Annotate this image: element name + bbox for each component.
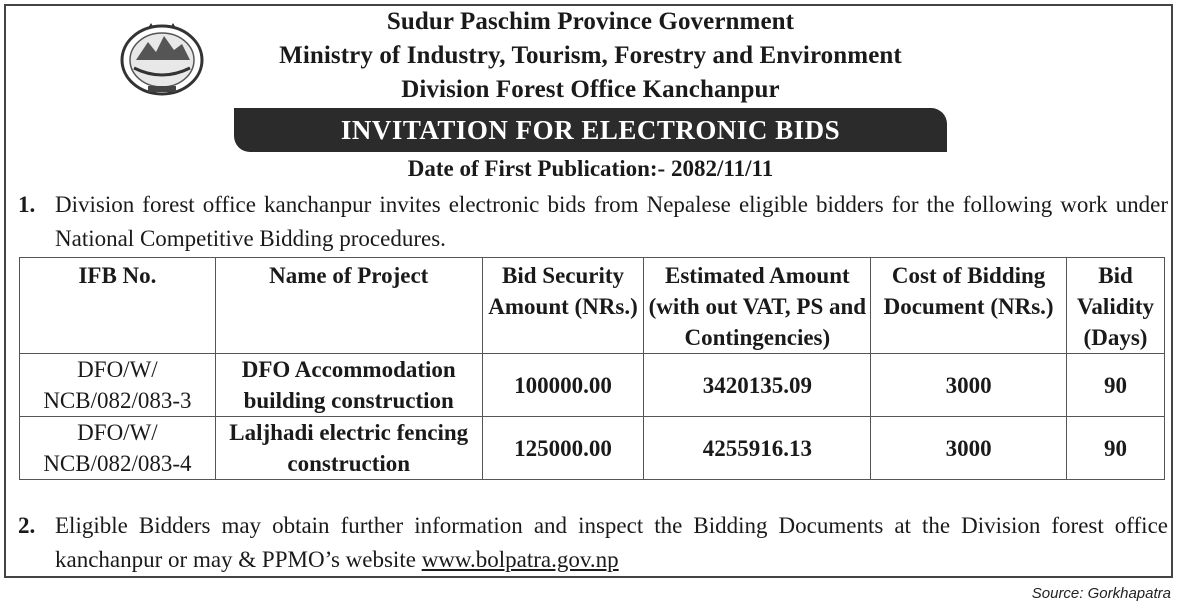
- cell-project: DFO Accommodation building construction: [215, 354, 482, 417]
- table-header-row: [20, 258, 1165, 354]
- source-credit: Source: Gorkhapatra: [1031, 585, 1171, 602]
- ministry-title: Ministry of Industry, Tourism, Forestry and Environment: [279, 42, 902, 69]
- header-bid-validity: Bid Validity (Days): [1067, 258, 1165, 354]
- publication-date: Date of First Publication:- 2082/11/11: [407, 156, 774, 181]
- bid-table: [19, 257, 1165, 480]
- cell-document-cost: 3000: [871, 417, 1067, 480]
- header-bid-security: Bid Security Amount (NRs.): [482, 258, 644, 354]
- header-estimated-amount: Estimated Amount (with out VAT, PS and Contingencies): [644, 258, 871, 354]
- office-title: Division Forest Office Kanchanpur: [401, 76, 780, 103]
- cell-document-cost: 3000: [871, 354, 1067, 417]
- cell-bid-validity: 90: [1067, 354, 1165, 417]
- cell-bid-validity: 90: [1067, 417, 1165, 480]
- header-ifb-no: IFB No.: [20, 258, 216, 354]
- cell-bid-security: 125000.00: [482, 417, 644, 480]
- cell-estimated-amount: 4255916.13: [644, 417, 871, 480]
- table-row: [20, 417, 1165, 480]
- table-row: [20, 354, 1165, 417]
- header-project: Name of Project: [215, 258, 482, 354]
- cell-estimated-amount: 3420135.09: [644, 354, 871, 417]
- cell-ifb-no: DFO/W/ NCB/082/083-3: [20, 354, 216, 417]
- paragraph-text-body: Eligible Bidders may obtain further information and inspect the Bidding Documents at the Division forest office kanchanpur or may & PPMO’s website: [55, 513, 1168, 572]
- province-title: Sudur Paschim Province Government: [386, 8, 795, 35]
- paragraph-text: Division forest office kanchanpur invites electronic bids from Nepalese eligible bidders for the following work under National Competitive Bidding procedures.: [55, 192, 1168, 251]
- cell-project: Laljhadi electric fencing construction: [215, 417, 482, 480]
- cell-bid-security: 100000.00: [482, 354, 644, 417]
- bolpatra-link[interactable]: www.bolpatra.gov.np: [421, 547, 619, 572]
- cell-ifb-no: DFO/W/ NCB/082/083-4: [20, 417, 216, 480]
- header-document-cost: Cost of Bidding Document (NRs.): [871, 258, 1067, 354]
- paragraph-text: [55, 509, 1168, 577]
- paragraph-number: 1.: [18, 192, 36, 217]
- notice-banner: INVITATION FOR ELECTRONIC BIDS: [234, 108, 947, 152]
- paragraph-number: 2.: [18, 513, 36, 538]
